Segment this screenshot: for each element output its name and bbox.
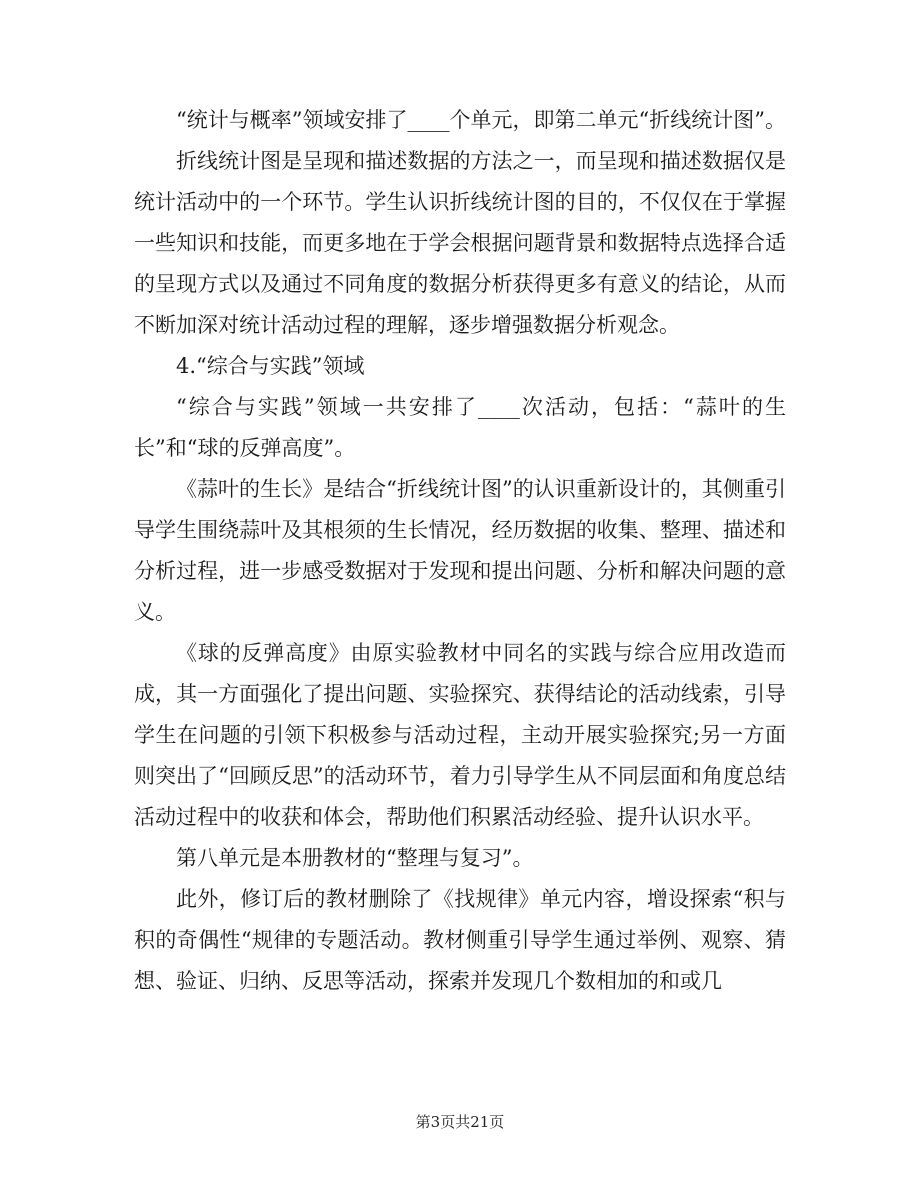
paragraph-garlic-leaves: 《蒜叶的生长》是结合“折线统计图”的认识重新设计的，其侧重引导学生围绕蒜叶及其根须的生长情况，经历数据的收集、整理、描述和分析过程，进一步感受数据对于发现和提出问题、分析和解决问题的意义。 xyxy=(134,477,786,624)
paragraph-practice-domain: “综合与实践”领域一共安排了____次活动，包括：“蒜叶的生长”和“球的反弹高度”。 xyxy=(134,395,786,460)
document-body xyxy=(134,100,786,1002)
section-heading-practice: 4.“综合与实践”领域 xyxy=(176,354,365,378)
paragraph-unit-eight: 第八单元是本册教材的“整理与复习”。 xyxy=(176,846,534,870)
paragraph-ball-rebound: 《球的反弹高度》由原实验教材中同名的实践与综合应用改造而成，其一方面强化了提出问题、实验探究、获得结论的活动线索，引导学生在问题的引领下积极参与活动过程，主动开展实验探究;另一方面则突出了“回顾反思”的活动环节，着力引导学生从不同层面和角度总结活动过程中的收获和体会，帮助他们积累活动经验、提升认识水平。 xyxy=(134,641,786,829)
paragraph-line-chart: 折线统计图是呈现和描述数据的方法之一，而呈现和描述数据仅是统计活动中的一个环节。学生认识折线统计图的目的，不仅仅在于掌握一些知识和技能，而更多地在于学会根据问题背景和数据特点选择合适的呈现方式以及通过不同角度的数据分析获得更多有意义的结论，从而不断加深对统计活动过程的理解，逐步增强数据分析观念。 xyxy=(134,149,786,337)
page-number-footer: 第3页共21页 xyxy=(415,1113,505,1131)
paragraph-revision-note: 此外，修订后的教材删除了《找规律》单元内容，增设探索“积与积的奇偶性“规律的专题活动。教材侧重引导学生通过举例、观察、猜想、验证、归纳、反思等活动，探索并发现几个数相加的和或几 xyxy=(134,887,786,993)
paragraph-statistics-domain: “统计与概率”领域安排了____个单元，即第二单元“折线统计图”。 xyxy=(176,108,786,132)
